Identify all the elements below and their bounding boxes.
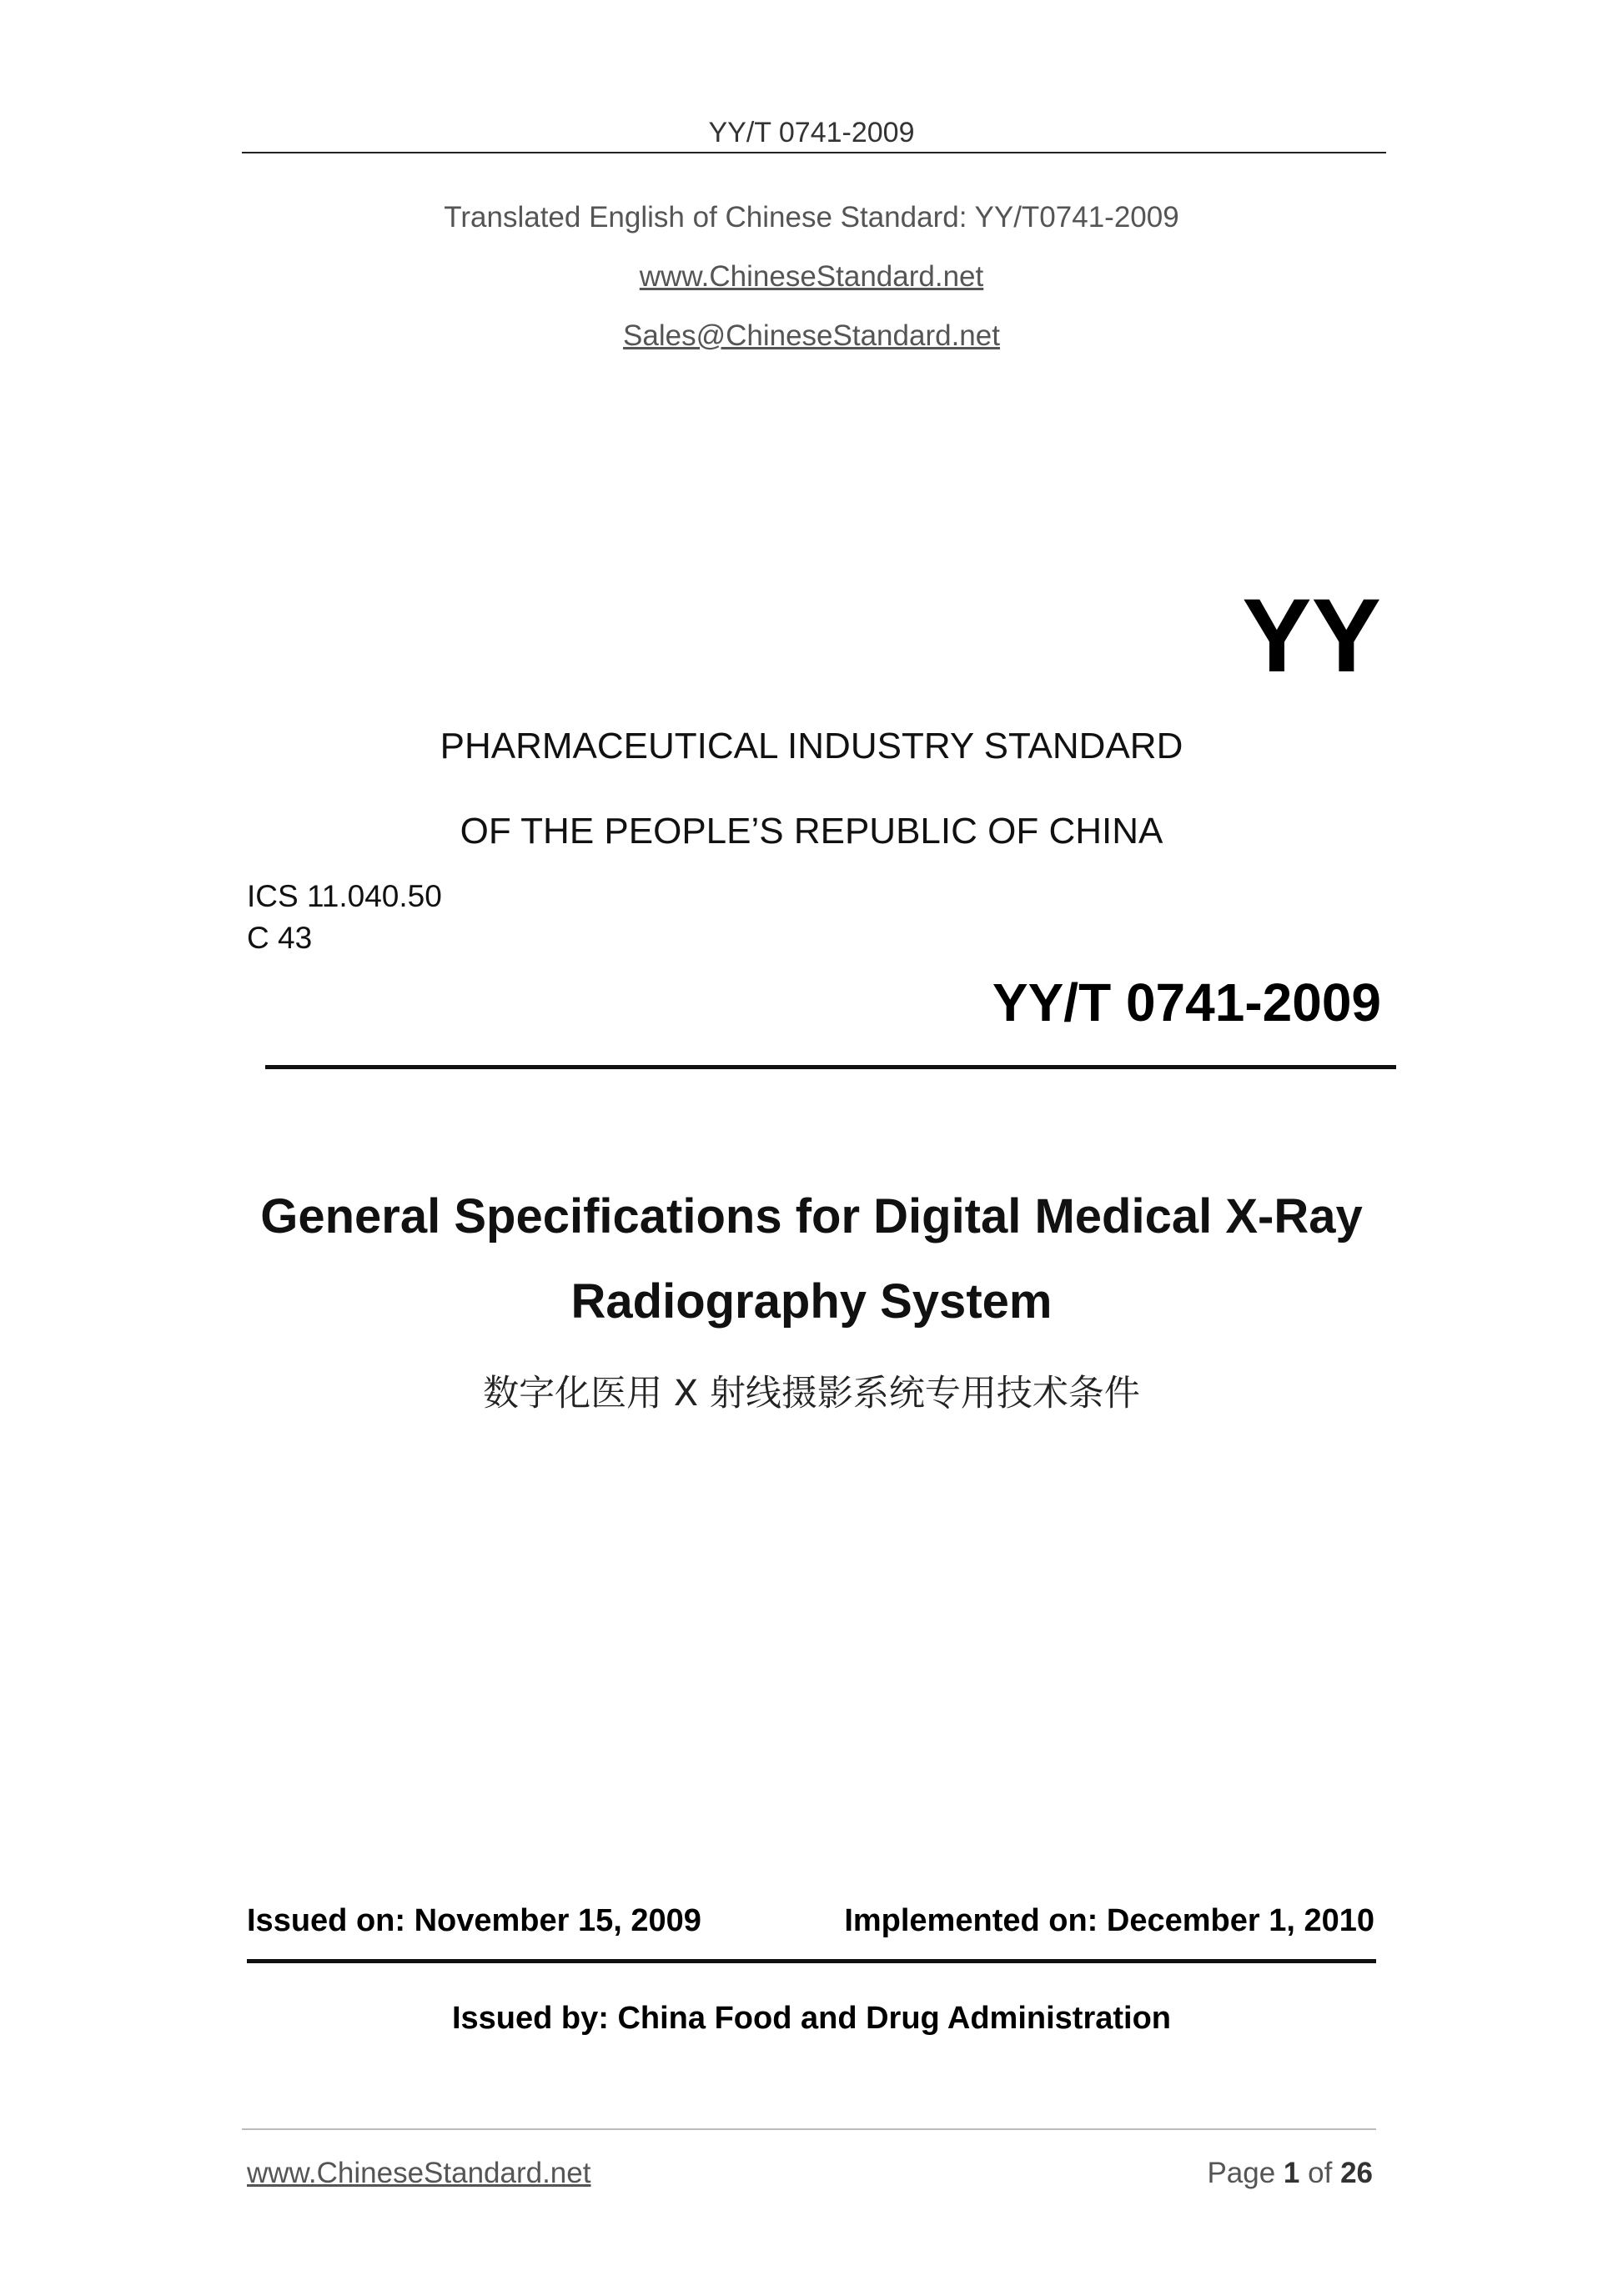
- document-title-line-2: Radiography System: [570, 1274, 1053, 1329]
- document-title-chinese: 数字化医用 X 射线摄影系统专用技术条件: [483, 1373, 1140, 1414]
- email-link[interactable]: Sales@ChineseStandard.net: [623, 319, 1000, 352]
- industry-standard-line-1: PHARMACEUTICAL INDUSTRY STANDARD: [440, 726, 1183, 766]
- running-header: YY/T 0741-2009: [708, 117, 915, 148]
- page-total: 26: [1340, 2157, 1373, 2189]
- page-number: [1207, 2157, 1373, 2190]
- industry-standard-line-2: OF THE PEOPLE’S REPUBLIC OF CHINA: [460, 811, 1163, 852]
- page-label: Page: [1207, 2157, 1276, 2189]
- ics-code: ICS 11.040.50: [247, 879, 442, 913]
- footer-website-link[interactable]: www.ChineseStandard.net: [247, 2157, 591, 2189]
- issuing-authority: Issued by: China Food and Drug Administration: [451, 2001, 1172, 2036]
- translation-note: Translated English of Chinese Standard: YY/T0741-2009: [444, 201, 1179, 234]
- standard-code-mark: YY: [1242, 578, 1381, 694]
- page-current: 1: [1283, 2157, 1300, 2189]
- dates-divider: [247, 1959, 1376, 1963]
- page-of: of: [1308, 2157, 1333, 2189]
- classification-code: C 43: [247, 921, 313, 955]
- standard-number: YY/T 0741-2009: [992, 972, 1381, 1032]
- website-link[interactable]: www.ChineseStandard.net: [639, 260, 984, 293]
- implemented-on-date: Implemented on: December 1, 2010: [844, 1903, 1374, 1938]
- footer-divider: [242, 2128, 1376, 2130]
- document-title-line-1: General Specifications for Digital Medical X-Ray: [260, 1189, 1363, 1243]
- standard-number-divider: [265, 1065, 1396, 1069]
- header-divider: [242, 152, 1386, 153]
- issued-on-date: Issued on: November 15, 2009: [247, 1903, 701, 1938]
